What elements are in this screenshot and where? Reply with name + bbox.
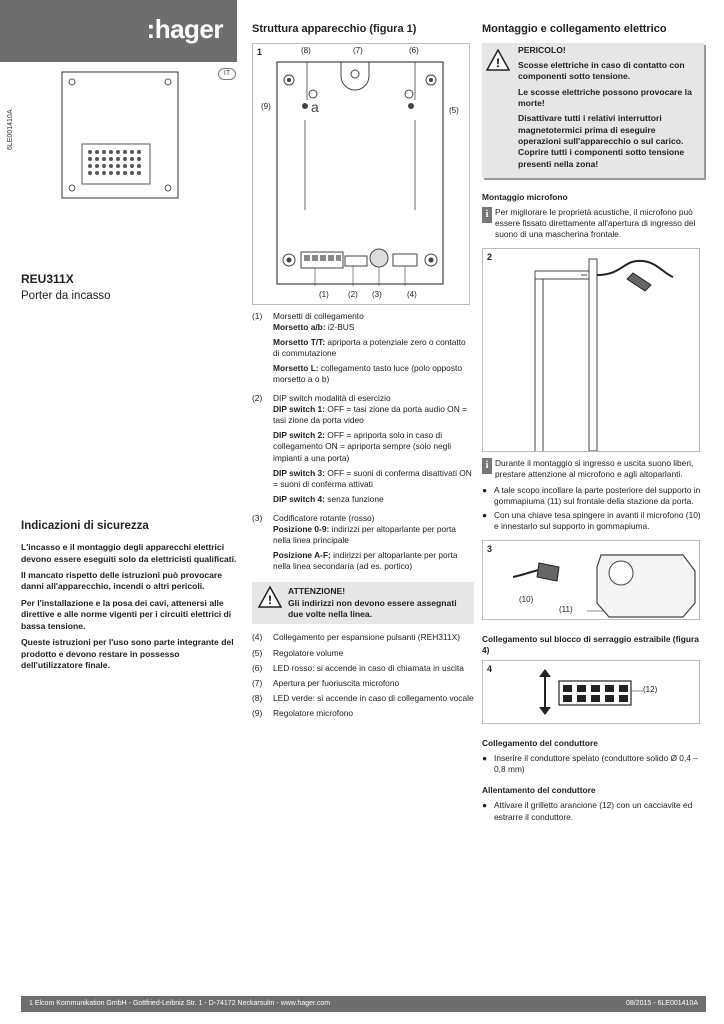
figure-2 [482,248,700,452]
structure-legend [252,311,474,577]
figure-number: 1 [257,46,263,57]
callout-3: (3) [372,289,382,299]
legend-item: (8) LED verde: si accende in caso di collegamento vocale [252,692,474,703]
language-badge: IT [218,68,236,80]
safety-title: Indicazioni di sicurezza [21,520,149,532]
callout-7: (7) [353,45,363,55]
callout-12: (12) [643,685,658,695]
structure-title: Struttura apparecchio (figura 1) [252,23,417,35]
legend-sub: Morsetto L: collegamento tasto luce (polo opposto morsetto a o b) [273,362,462,384]
info-icon: i [482,458,492,474]
legend-text: DIP switch modalità di esercizio [273,393,391,404]
callout-2: (2) [348,289,358,299]
info-icon: i [482,207,492,223]
device-front-illustration [60,70,180,200]
hager-logo: :hager [146,14,223,44]
safety-paragraph: L'incasso e il montaggio degli apparecchi elettrici devono essere eseguiti solo da elettricisti qualificati. [21,542,237,564]
mounting-section [482,22,704,826]
footer-bar [21,996,706,1012]
info-text: Durante il montaggio si ingresso e uscita suono liberi, prestare attenzione al microfono e agli altoparlanti. [495,458,694,480]
structure-legend-2 [252,632,474,719]
danger-title: PERICOLO! [518,44,566,55]
figure-3 [482,540,700,620]
figure-4 [482,660,700,724]
danger-paragraph: Disattivare tutti i relativi interruttori magnetotermici prima di eseguire operazioni sull'apparecchio o sul carico. Coprire tutti i componenti sotto tensione presenti nella zona! [518,113,685,169]
legend-sub: Posizione A-F: indirizzi per altoparlante per porta nella linea secondaria (ad es. portico) [273,550,458,572]
instruction-bullet: ● Con una chiave tesa spingere in avanti il microfono (10) e innestarlo sul supporto in gommapiuma. [482,509,701,531]
safety-paragraph: Queste istruzioni per l'uso sono parte integrante del prodotto e devono restare in possesso dell'utilizzatore finale. [21,637,234,670]
attention-title: ATTENZIONE! [288,586,346,597]
legend-item [252,311,474,390]
device-back-drawing [275,60,455,288]
legend-sub: DIP switch 4: senza funzione [273,493,384,504]
instruction-bullet: ● Attivare il grilletto arancione (12) con un cacciavite ed estrarre il conduttore. [482,800,693,822]
footer-date-code: 08/2015 - 6LE001410A [625,1000,698,1008]
legend-text: Codificatore rotante (rosso) [273,512,375,523]
svg-text:a: a [311,98,319,115]
info-note [482,458,704,480]
legend-item [252,393,474,509]
legend-sub: Morsetto T/T: apriporta a potenziale zero o contatto di commutazione [273,336,466,358]
callout-1: (1) [319,289,329,299]
callout-8: (8) [301,45,311,55]
danger-paragraph: Le scosse elettriche possono provocare la morte! [518,86,692,108]
product-code: REU311X [21,272,74,286]
legend-num: (3) [252,512,263,523]
foam-support-drawing [483,541,699,619]
mounting-title: Montaggio e collegamento elettrico [482,23,667,35]
attention-box [252,582,474,624]
callout-9: (9) [261,101,271,111]
figure-number: 2 [487,252,493,263]
danger-box [482,43,704,178]
info-note [482,207,704,240]
legend-item: (4) Collegamento per espansione pulsanti (REH311X) [252,632,460,643]
legend-sub: Morsetto a/b: i2-BUS [273,321,355,332]
safety-paragraph: Il mancato rispetto delle istruzioni può provocare danni all'apparecchio, incendi o altri pericoli. [21,570,223,592]
legend-item: (7) Apertura per fuoriuscita microfono [252,677,400,688]
microphone-mount-drawing [523,249,699,451]
info-text: Per migliorare le proprietà acustiche, il microfono può essere fissato direttamente all'apertura di ingresso del suono di una mascherina frontale. [495,207,696,240]
mic-title: Montaggio microfono [482,191,568,202]
instruction-bullet: ● Inserire il conduttore spelato (conduttore solido Ø 0,4 – 0,8 mm) [482,753,698,775]
callout-5: (5) [449,105,459,115]
footer-company: 1 Elcom Kommunikation GmbH - Gottfried-Leibniz Str. 1 - D-74172 Neckarsulm - www.hager.com [29,1000,331,1008]
legend-text: Morsetti di collegamento [273,310,364,321]
figure-1 [252,43,470,305]
callout-10: (10) [519,594,534,604]
legend-item [252,513,474,576]
logo-banner [0,0,237,62]
callout-6: (6) [409,45,419,55]
legend-sub: Posizione 0-9: indirizzi per altoparlante per porta nella linea principale [273,524,456,546]
release-title: Allentamento del conduttore [482,785,596,796]
svg-text:!: ! [496,55,500,70]
legend-sub: DIP switch 2: OFF = apriporta solo in caso di collegamento ON = apriporta sempre (solo negli impianti a una porta) [273,430,452,463]
legend-sub: DIP switch 3: OFF = suoni di conferma disattivati ON = suoni di conferma attivati [273,467,472,489]
doc-code-vertical: 6LE001410A [7,109,14,150]
structure-section [252,22,474,723]
legend-item: (9) Regolatore microfono [252,707,354,718]
safety-section [21,519,243,676]
legend-num: (2) [252,393,263,404]
warning-triangle-icon [482,43,514,178]
terminal-block-drawing [483,661,699,723]
instruction-bullet: ● A tale scopo incollare la parte posteriore del supporto in gommapiuma (11) sul frontale della stazione da porta. [482,484,701,506]
callout-11: (11) [559,604,573,614]
legend-item: (5) Regolatore volume [252,647,344,658]
figure-number: 3 [487,543,493,554]
warning-triangle-icon [258,586,288,620]
conductor-title: Collegamento del conduttore [482,738,598,749]
svg-text:!: ! [268,593,272,608]
product-name: Porter da incasso [21,290,111,302]
terminal-title: Collegamento sul blocco di serraggio estraibile (figura 4) [482,633,699,655]
callout-4: (4) [407,289,417,299]
danger-paragraph: Scosse elettriche in caso di contatto con componenti sotto tensione. [518,59,685,82]
figure-number: 4 [487,664,493,675]
legend-num: (1) [252,310,263,321]
legend-item: (6) LED rosso: si accende in caso di chiamata in uscita [252,662,464,673]
safety-paragraph: Per l'installazione e la posa dei cavi, attenersi alle direttive e alle norme vigenti per i circuiti elettrici di bassa tensione. [21,597,232,631]
attention-text: Gli indirizzi non devono essere assegnati due volte nella linea. [288,597,457,620]
legend-sub: DIP switch 1: OFF = tasi zione da porta audio ON = tasi zione da porta video [273,404,467,426]
